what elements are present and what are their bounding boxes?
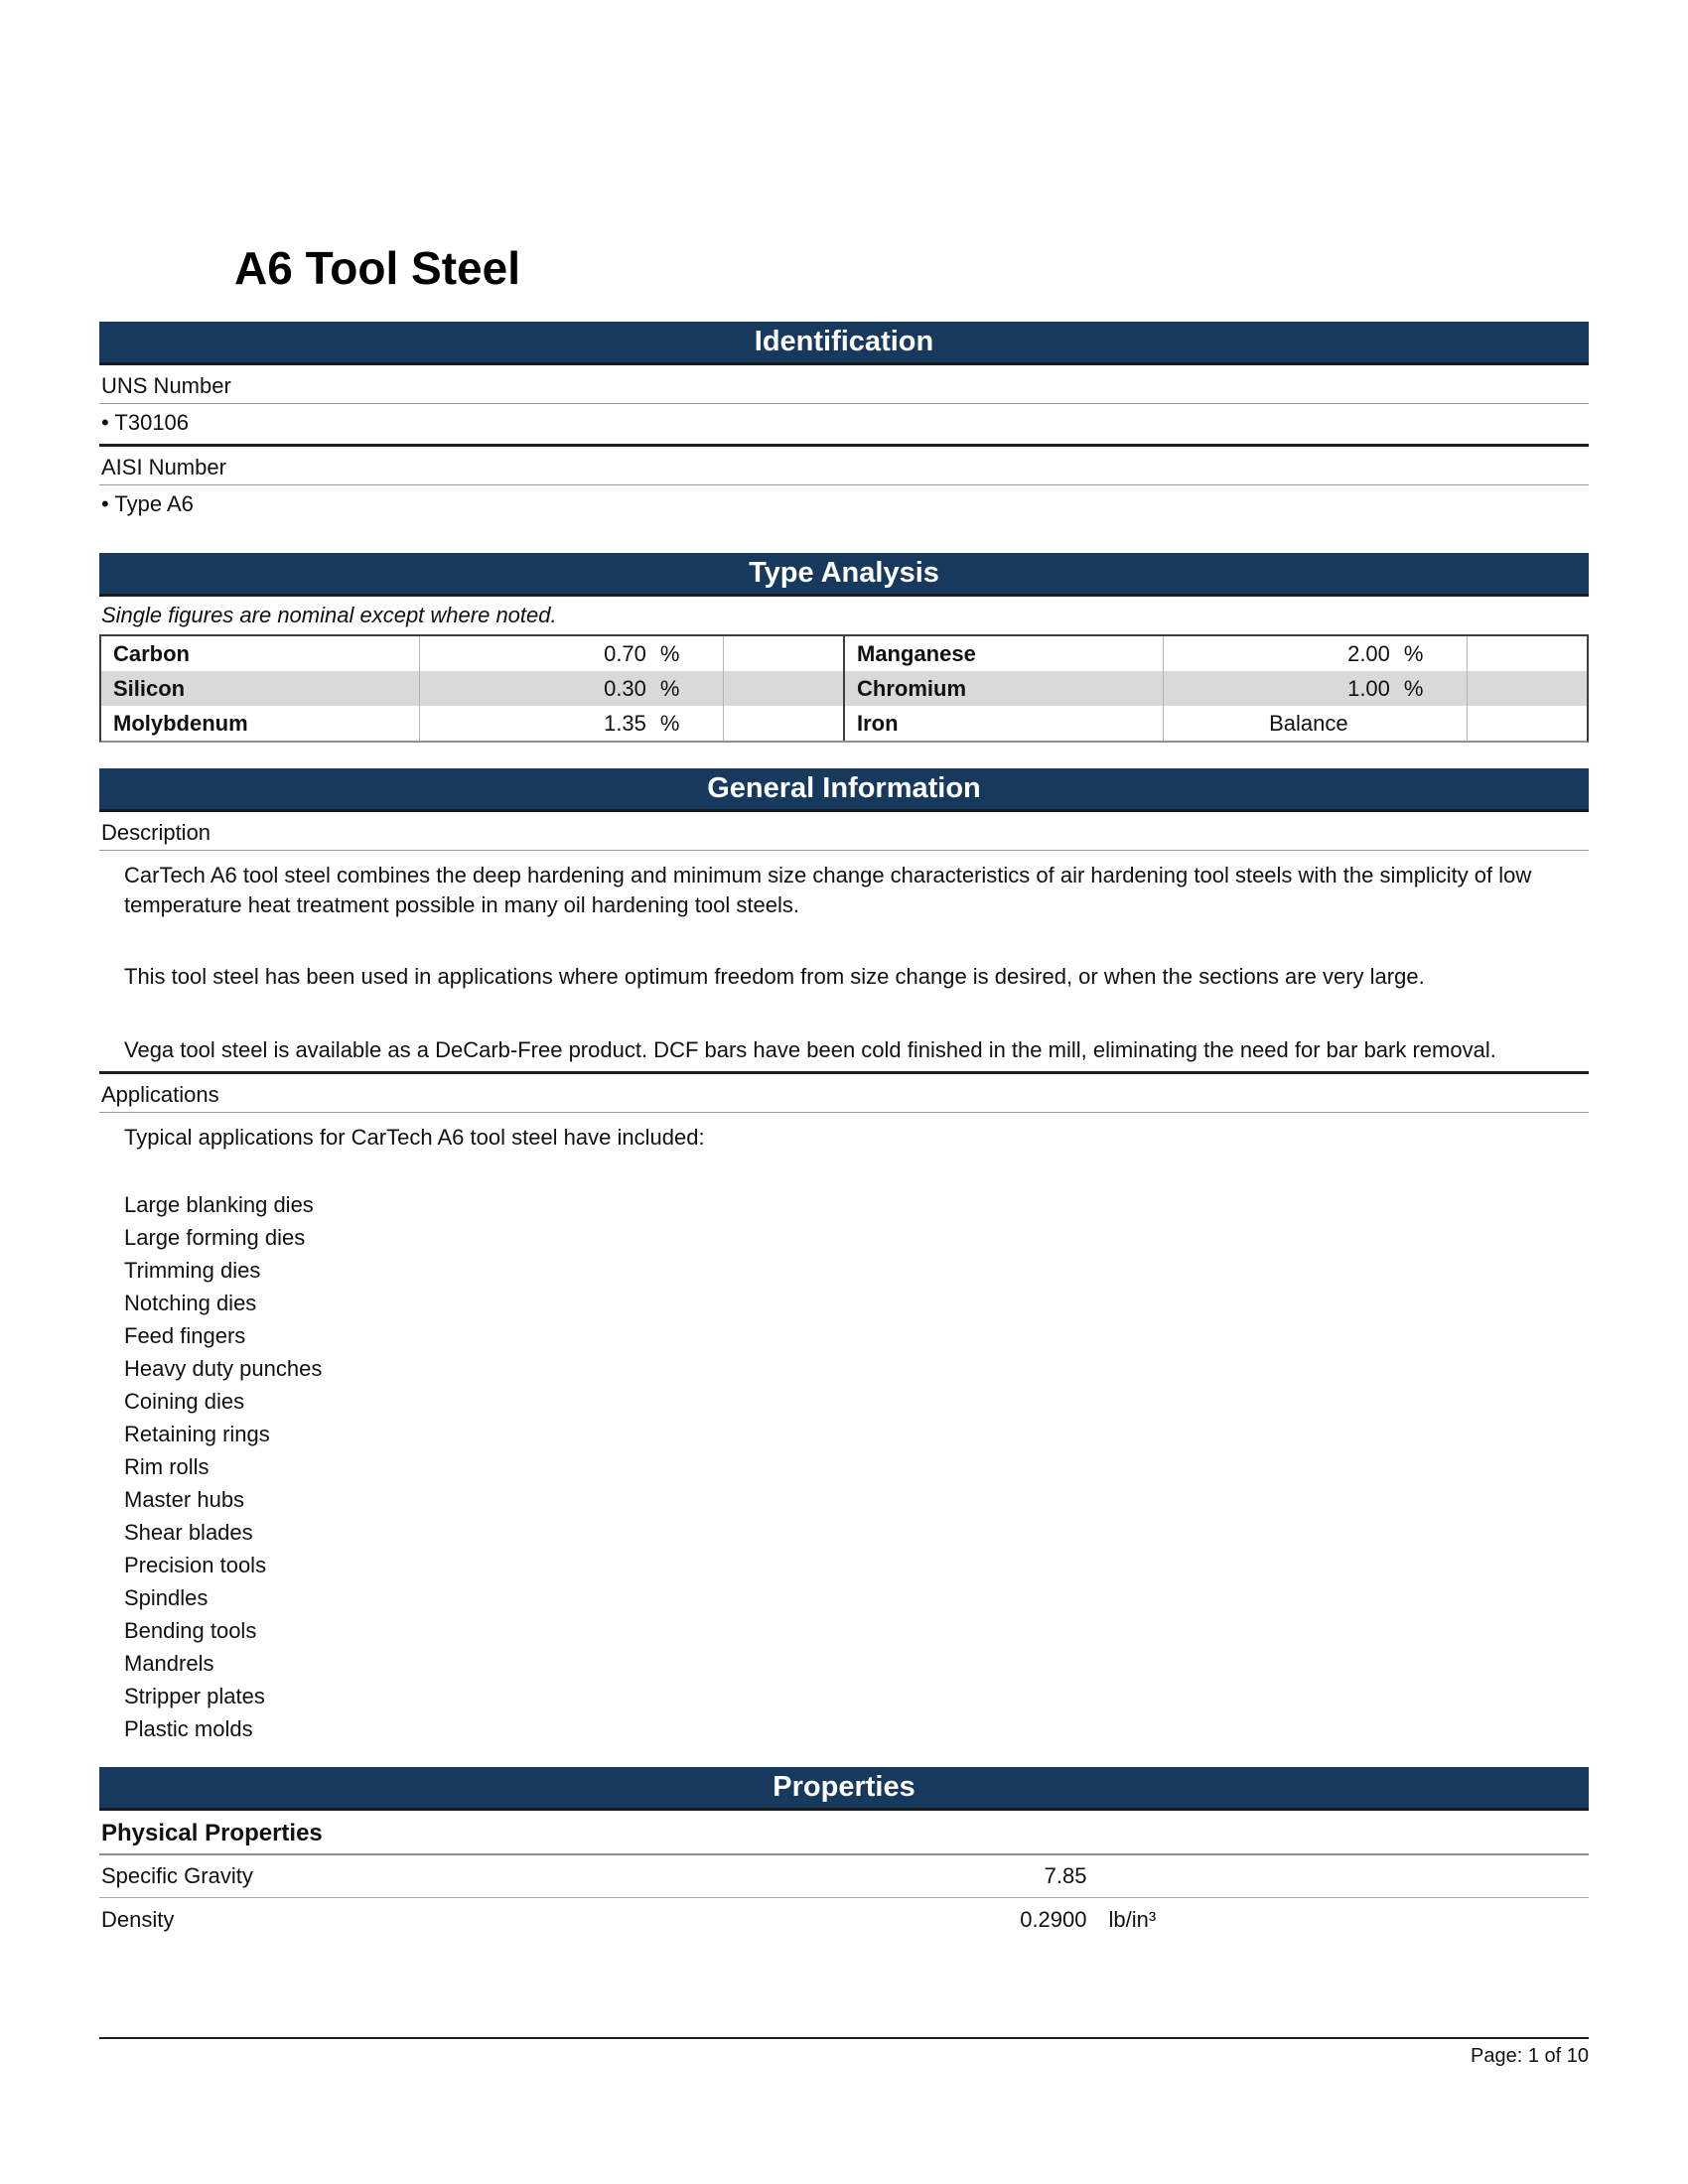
application-item: Precision tools bbox=[124, 1553, 267, 1577]
application-item: Notching dies bbox=[124, 1291, 257, 1315]
property-row bbox=[99, 1898, 1589, 1941]
element-name: Carbon bbox=[101, 636, 420, 671]
page-content bbox=[99, 322, 1589, 1941]
element-name: Iron bbox=[845, 706, 1164, 741]
table-spacer bbox=[724, 636, 843, 671]
element-name: Chromium bbox=[845, 671, 1164, 706]
section-header-type-analysis bbox=[99, 553, 1589, 597]
element-value-cell bbox=[1164, 706, 1468, 741]
table-spacer bbox=[724, 706, 843, 741]
description-label: Description bbox=[99, 812, 1589, 851]
section-header-label: Identification bbox=[754, 326, 934, 357]
application-item: Rim rolls bbox=[124, 1454, 210, 1479]
table-row bbox=[101, 636, 1587, 671]
application-item: Large forming dies bbox=[124, 1225, 306, 1250]
element-name: Silicon bbox=[101, 671, 420, 706]
element-value-cell bbox=[420, 706, 724, 741]
element-unit: % bbox=[659, 710, 680, 736]
application-item: Feed fingers bbox=[124, 1323, 246, 1348]
application-item: Spindles bbox=[124, 1585, 209, 1610]
element-unit: % bbox=[1403, 640, 1424, 666]
table-row bbox=[101, 706, 1587, 741]
section-header-label: General Information bbox=[707, 772, 981, 804]
field-label-uns-number: UNS Number bbox=[99, 365, 1589, 404]
application-item: Stripper plates bbox=[124, 1684, 265, 1708]
element-value: 1.35 bbox=[604, 710, 646, 736]
element-value: 1.00 bbox=[1347, 675, 1390, 701]
identification-section bbox=[99, 365, 1589, 525]
table-cell-group bbox=[843, 671, 1587, 706]
property-value: 0.2900 bbox=[1020, 1906, 1087, 1932]
application-item: Master hubs bbox=[124, 1487, 245, 1512]
applications-list bbox=[124, 1188, 1589, 1745]
element-name: Molybdenum bbox=[101, 706, 420, 741]
element-value: Balance bbox=[1269, 710, 1348, 736]
application-item: Mandrels bbox=[124, 1651, 214, 1676]
element-unit: % bbox=[659, 675, 680, 701]
application-item: Plastic molds bbox=[124, 1716, 253, 1741]
application-item: Heavy duty punches bbox=[124, 1356, 323, 1381]
element-unit: % bbox=[1403, 675, 1424, 701]
page-title: A6 Tool Steel bbox=[234, 242, 520, 294]
element-value-cell bbox=[1164, 671, 1468, 706]
physical-properties-heading: Physical Properties bbox=[99, 1811, 1589, 1855]
description-paragraph: Vega tool steel is available as a DeCarb-Free product. DCF bars have been cold finished in the mill, eliminating the need for bar bark removal. bbox=[124, 1037, 1496, 1062]
application-item: Large blanking dies bbox=[124, 1192, 314, 1217]
element-value: 0.70 bbox=[604, 640, 646, 666]
applications-intro: Typical applications for CarTech A6 tool steel have included: bbox=[124, 1125, 705, 1150]
table-cell-group bbox=[101, 636, 843, 671]
table-cell-group bbox=[843, 706, 1587, 741]
type-analysis-table bbox=[99, 634, 1589, 743]
table-cell-group bbox=[101, 706, 843, 741]
application-item: Trimming dies bbox=[124, 1258, 261, 1283]
application-item: Retaining rings bbox=[124, 1422, 270, 1446]
property-row bbox=[99, 1855, 1589, 1898]
element-value-cell bbox=[1164, 636, 1468, 671]
element-name: Manganese bbox=[845, 636, 1164, 671]
type-analysis-note: Single figures are nominal except where noted. bbox=[101, 603, 557, 627]
element-value-cell bbox=[420, 671, 724, 706]
field-value-uns-number: • T30106 bbox=[99, 404, 1589, 447]
property-value: 7.85 bbox=[1044, 1863, 1087, 1888]
table-spacer bbox=[1468, 636, 1587, 671]
table-spacer bbox=[1468, 706, 1587, 741]
table-row bbox=[101, 671, 1587, 706]
section-header-general-information bbox=[99, 768, 1589, 812]
element-value: 2.00 bbox=[1347, 640, 1390, 666]
element-value-cell bbox=[420, 636, 724, 671]
field-label-aisi-number: AISI Number bbox=[99, 447, 1589, 485]
property-unit: lb/in³ bbox=[1108, 1906, 1157, 1932]
table-cell-group bbox=[101, 671, 843, 706]
table-spacer bbox=[1468, 671, 1587, 706]
section-header-properties bbox=[99, 1767, 1589, 1811]
property-label: Specific Gravity bbox=[101, 1863, 253, 1888]
page-footer bbox=[99, 2037, 1589, 2068]
element-value: 0.30 bbox=[604, 675, 646, 701]
description-paragraph: CarTech A6 tool steel combines the deep hardening and minimum size change characteristics of air hardening tool steels with the simplicity of low temperature heat treatment possible in many oil hardening tool steels. bbox=[124, 863, 1532, 917]
property-label: Density bbox=[101, 1906, 175, 1932]
section-header-label: Type Analysis bbox=[749, 557, 939, 589]
application-item: Bending tools bbox=[124, 1618, 257, 1643]
applications-label: Applications bbox=[99, 1074, 1589, 1113]
table-spacer bbox=[724, 671, 843, 706]
description-paragraph: This tool steel has been used in applications where optimum freedom from size change is desired, or when the sections are very large. bbox=[124, 964, 1425, 989]
section-header-identification bbox=[99, 322, 1589, 365]
table-cell-group bbox=[843, 636, 1587, 671]
page-number-label: Page: 1 of 10 bbox=[1471, 2045, 1589, 2067]
element-unit: % bbox=[659, 640, 680, 666]
application-item: Shear blades bbox=[124, 1520, 253, 1545]
application-item: Coining dies bbox=[124, 1389, 245, 1414]
field-value-aisi-number: • Type A6 bbox=[101, 491, 194, 516]
section-header-label: Properties bbox=[773, 1771, 915, 1803]
